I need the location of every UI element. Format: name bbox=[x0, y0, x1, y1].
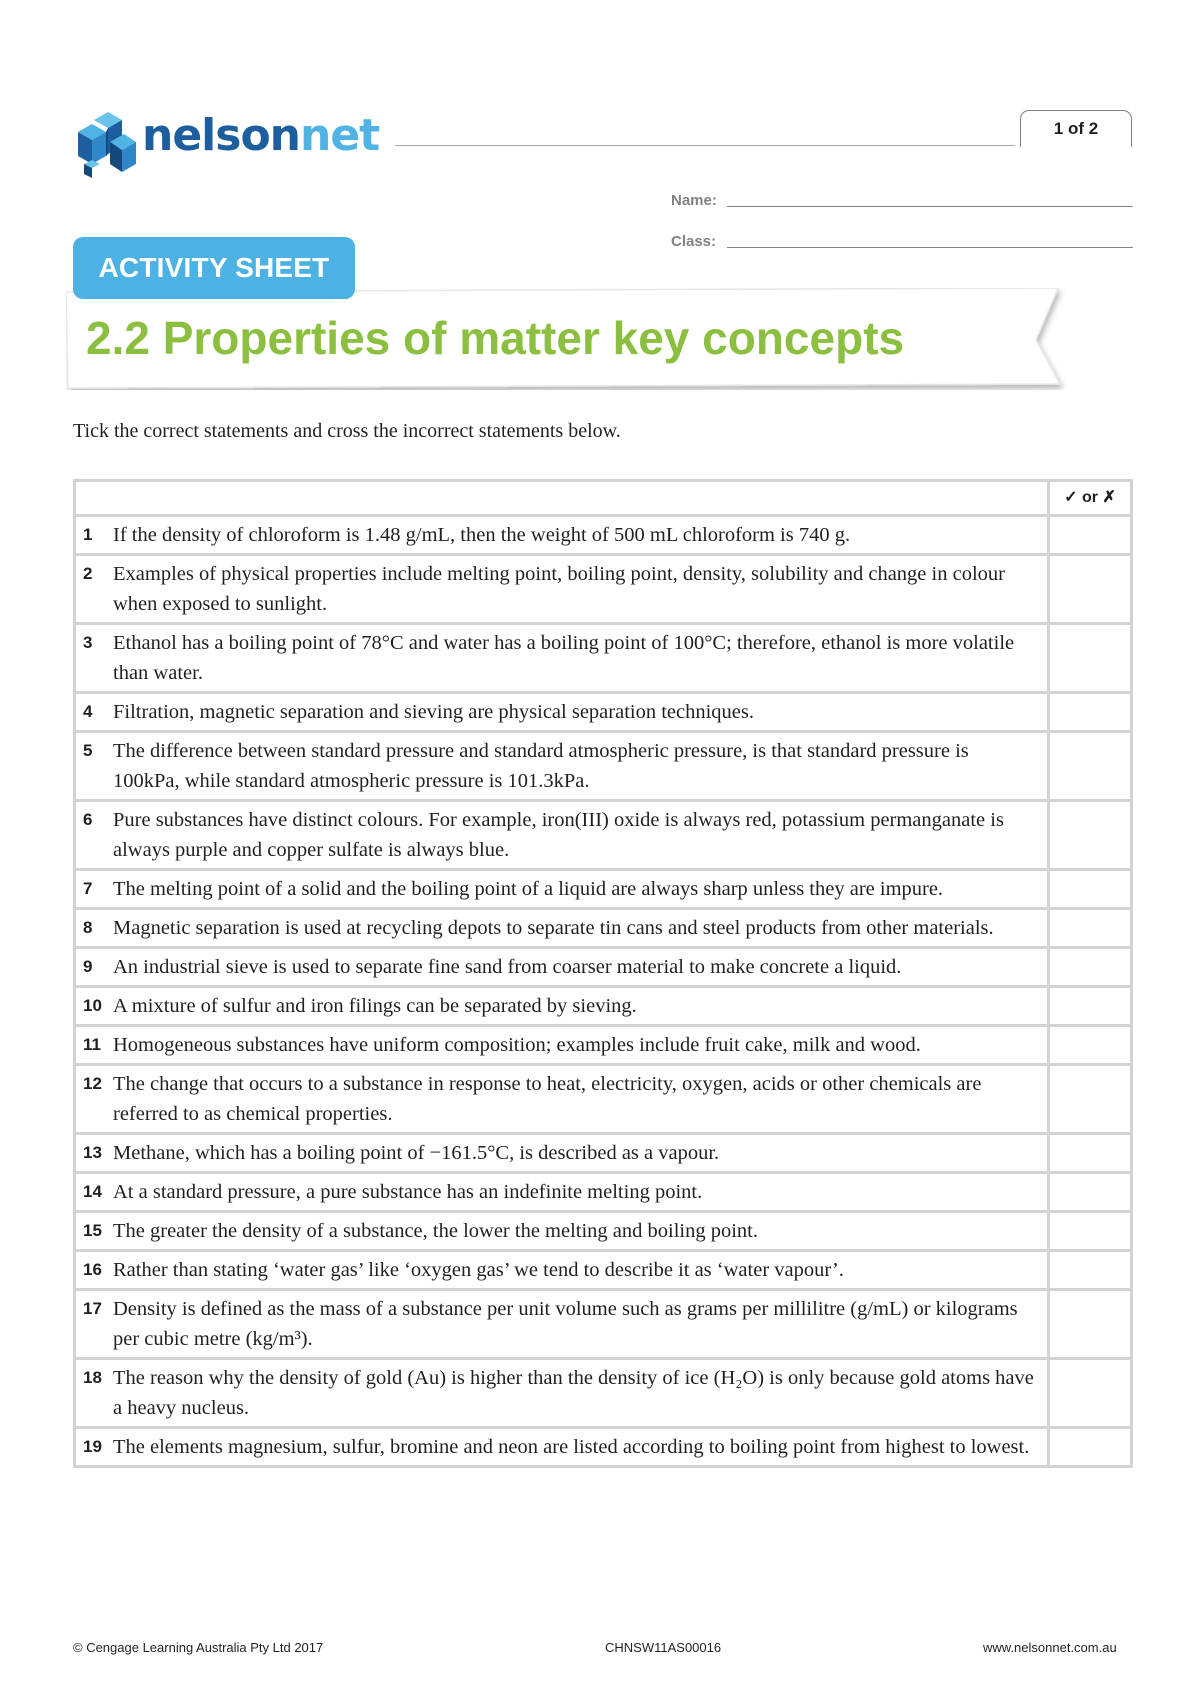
tick-cross-answer-cell[interactable] bbox=[1049, 693, 1132, 732]
statement-cell bbox=[75, 870, 1049, 909]
statement-cell bbox=[75, 1212, 1049, 1251]
statement-cell bbox=[75, 732, 1049, 801]
statement-number: 18 bbox=[83, 1368, 102, 1387]
statement-number: 16 bbox=[83, 1260, 102, 1279]
statement-number: 12 bbox=[83, 1074, 102, 1093]
statement-cell bbox=[75, 555, 1049, 624]
tick-cross-answer-cell[interactable] bbox=[1049, 555, 1132, 624]
tick-cross-answer-cell[interactable] bbox=[1049, 1251, 1132, 1290]
statements-table bbox=[73, 479, 1133, 1468]
logo-wordmark bbox=[142, 112, 379, 160]
statement-cell bbox=[75, 948, 1049, 987]
table-row bbox=[75, 870, 1132, 909]
statement-number: 13 bbox=[83, 1143, 102, 1162]
table-row bbox=[75, 1290, 1132, 1359]
footer-copyright: © Cengage Learning Australia Pty Ltd 2017 bbox=[73, 1640, 324, 1655]
statement-text: The elements magnesium, sulfur, bromine and neon are listed according to boiling point from highest to lowest. bbox=[113, 1436, 1030, 1458]
statement-cell bbox=[75, 516, 1049, 555]
statement-cell bbox=[75, 1026, 1049, 1065]
nelsonnet-logo bbox=[70, 102, 400, 182]
tick-cross-answer-cell[interactable] bbox=[1049, 1173, 1132, 1212]
statement-cell bbox=[75, 987, 1049, 1026]
statement-text: Filtration, magnetic separation and sieving are physical separation techniques. bbox=[113, 701, 754, 723]
statement-number: 7 bbox=[83, 879, 93, 898]
statement-number: 5 bbox=[83, 741, 93, 760]
class-field[interactable] bbox=[727, 247, 1133, 248]
statement-text: If the density of chloroform is 1.48 g/mL, then the weight of 500 mL chloroform is 740 g. bbox=[113, 524, 851, 546]
tick-cross-answer-cell[interactable] bbox=[1049, 948, 1132, 987]
statement-text: The difference between standard pressure and standard atmospheric pressure, is that standard pressure is 100kPa, while standard atmospheric pressure is 101.3kPa. bbox=[113, 740, 969, 792]
tick-cross-answer-cell[interactable] bbox=[1049, 870, 1132, 909]
statement-number: 4 bbox=[83, 702, 93, 721]
statement-cell bbox=[75, 801, 1049, 870]
page-indicator: 1 of 2 bbox=[1020, 110, 1132, 147]
tick-cross-answer-cell[interactable] bbox=[1049, 801, 1132, 870]
footer-code: CHNSW11AS00016 bbox=[605, 1640, 722, 1655]
tick-cross-answer-cell[interactable] bbox=[1049, 1290, 1132, 1359]
statement-number: 9 bbox=[83, 957, 93, 976]
table-row bbox=[75, 1065, 1132, 1134]
table-header-row bbox=[75, 481, 1132, 516]
statement-number: 8 bbox=[83, 918, 93, 937]
table-row bbox=[75, 693, 1132, 732]
class-label: Class: bbox=[671, 233, 717, 250]
statement-number: 14 bbox=[83, 1182, 102, 1201]
statement-text: Ethanol has a boiling point of 78°C and water has a boiling point of 100°C; therefore, ethanol is more volatile than water. bbox=[113, 632, 1015, 684]
table-row bbox=[75, 555, 1132, 624]
table-row bbox=[75, 1212, 1132, 1251]
header-rule bbox=[395, 145, 1015, 146]
statement-cell bbox=[75, 1290, 1049, 1359]
tick-cross-answer-cell[interactable] bbox=[1049, 1026, 1132, 1065]
statement-text: Homogeneous substances have uniform composition; examples include fruit cake, milk and wood. bbox=[113, 1034, 921, 1056]
table-row bbox=[75, 732, 1132, 801]
statement-text: Magnetic separation is used at recycling depots to separate tin cans and steel products from other materials. bbox=[113, 917, 994, 939]
tick-cross-answer-cell[interactable] bbox=[1049, 516, 1132, 555]
statement-cell bbox=[75, 624, 1049, 693]
instruction-text: Tick the correct statements and cross the incorrect statements below. bbox=[73, 420, 621, 442]
statement-text: Density is defined as the mass of a substance per unit volume such as grams per millilitre (g/mL) or kilograms per cubic metre (kg/m³). bbox=[113, 1298, 1018, 1350]
statement-number: 11 bbox=[83, 1035, 101, 1054]
statement-cell bbox=[75, 1173, 1049, 1212]
logo-part1: nelson bbox=[142, 110, 300, 161]
statement-number: 3 bbox=[83, 633, 93, 652]
statement-text: A mixture of sulfur and iron filings can be separated by sieving. bbox=[113, 995, 637, 1017]
tick-cross-answer-cell[interactable] bbox=[1049, 624, 1132, 693]
statement-number: 2 bbox=[83, 564, 93, 583]
tick-cross-answer-cell[interactable] bbox=[1049, 1359, 1132, 1428]
statement-cell bbox=[75, 693, 1049, 732]
statement-cell bbox=[75, 1251, 1049, 1290]
header-empty-cell bbox=[75, 481, 1049, 516]
statement-cell bbox=[75, 909, 1049, 948]
tick-cross-answer-cell[interactable] bbox=[1049, 1065, 1132, 1134]
statement-text: The change that occurs to a substance in response to heat, electricity, oxygen, acids or other chemicals are referred to as chemical properties. bbox=[113, 1073, 982, 1125]
statement-text: At a standard pressure, a pure substance has an indefinite melting point. bbox=[113, 1181, 703, 1203]
name-label: Name: bbox=[671, 192, 717, 209]
footer-website[interactable]: www.nelsonnet.com.au bbox=[983, 1640, 1117, 1655]
tick-cross-answer-cell[interactable] bbox=[1049, 732, 1132, 801]
statement-number: 19 bbox=[83, 1437, 102, 1456]
statement-text: The greater the density of a substance, the lower the melting and boiling point. bbox=[113, 1220, 758, 1242]
statement-number: 1 bbox=[83, 525, 93, 544]
table-row bbox=[75, 909, 1132, 948]
table-row bbox=[75, 948, 1132, 987]
table-row bbox=[75, 516, 1132, 555]
tick-or-cross-header: ✓ or ✗ bbox=[1049, 481, 1132, 516]
tick-cross-answer-cell[interactable] bbox=[1049, 1428, 1132, 1467]
logo-part2: net bbox=[300, 110, 380, 161]
statement-text: Rather than stating ‘water gas’ like ‘oxygen gas’ we tend to describe it as ‘water vapour’. bbox=[113, 1259, 844, 1281]
statement-text: The melting point of a solid and the boiling point of a liquid are always sharp unless they are impure. bbox=[113, 878, 944, 900]
name-field[interactable] bbox=[727, 206, 1133, 207]
tick-cross-answer-cell[interactable] bbox=[1049, 987, 1132, 1026]
table-row bbox=[75, 624, 1132, 693]
statement-cell bbox=[75, 1428, 1049, 1467]
table-row bbox=[75, 1173, 1132, 1212]
statement-number: 17 bbox=[83, 1299, 102, 1318]
table-row bbox=[75, 1026, 1132, 1065]
table-row bbox=[75, 801, 1132, 870]
statement-text: Examples of physical properties include melting point, boiling point, density, solubility and change in colour when exposed to sunlight. bbox=[113, 563, 1005, 615]
tick-cross-answer-cell[interactable] bbox=[1049, 909, 1132, 948]
statement-number: 15 bbox=[83, 1221, 102, 1240]
statement-cell bbox=[75, 1134, 1049, 1173]
statement-number: 10 bbox=[83, 996, 102, 1015]
table-row bbox=[75, 987, 1132, 1026]
statement-text: Methane, which has a boiling point of −161.5°C, is described as a vapour. bbox=[113, 1142, 720, 1164]
tick-cross-answer-cell[interactable] bbox=[1049, 1212, 1132, 1251]
statement-text: The reason why the density of gold (Au) is higher than the density of ice (H₂O) is only because gold atoms have a heavy nucleus. bbox=[113, 1367, 1034, 1419]
statement-cell bbox=[75, 1359, 1049, 1428]
tick-cross-answer-cell[interactable] bbox=[1049, 1134, 1132, 1173]
statement-text: An industrial sieve is used to separate fine sand from coarser material to make concrete a liquid. bbox=[113, 956, 902, 978]
statement-number: 6 bbox=[83, 810, 93, 829]
table-row bbox=[75, 1428, 1132, 1467]
statement-cell bbox=[75, 1065, 1049, 1134]
table-row bbox=[75, 1134, 1132, 1173]
statement-text: Pure substances have distinct colours. For example, iron(III) oxide is always red, potassium permanganate is always purple and copper sulfate is always blue. bbox=[113, 809, 1004, 861]
table-row bbox=[75, 1359, 1132, 1428]
activity-sheet-badge: ACTIVITY SHEET bbox=[73, 237, 355, 299]
table-row bbox=[75, 1251, 1132, 1290]
page-title: 2.2 Properties of matter key concepts bbox=[86, 312, 905, 364]
cube-logo-icon bbox=[70, 102, 140, 182]
